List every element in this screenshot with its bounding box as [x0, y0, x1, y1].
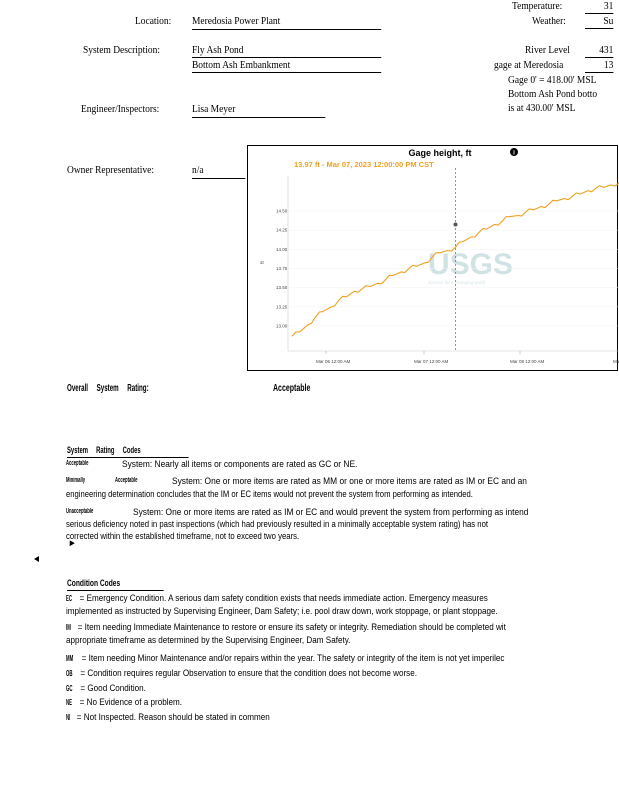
- watermark-subtext: science for a changing world: [428, 280, 486, 285]
- condition-code: NI: [66, 713, 71, 722]
- condition-code: MM: [66, 654, 74, 663]
- weather-value: Su: [585, 15, 613, 29]
- minimally-tag: Minimally: [66, 477, 86, 484]
- svg-text:i: i: [513, 150, 515, 157]
- condition-code-text: = No Evidence of a problem.: [79, 697, 183, 707]
- y-tick-label: 13.75: [276, 266, 288, 271]
- condition-code-text: = Item needing Minor Maintenance and/or repairs within the year. The safety or integrity of the item is not yet imperilec: [81, 653, 505, 663]
- owner-representative-label: Owner Representative:: [67, 164, 154, 176]
- minimally-tag2: Acceptable: [115, 477, 138, 484]
- condition-code-row-ob: [66, 668, 417, 678]
- condition-code-row-ec: [66, 593, 488, 603]
- chart-tooltip: 13.97 ft - Mar 07, 2023 12:00:00 PM CST: [294, 160, 434, 169]
- y-tick-label: 14.50: [276, 208, 288, 214]
- hover-marker-point[interactable]: [454, 223, 458, 227]
- condition-code-text: = Good Condition.: [80, 683, 146, 693]
- engineer-value: Lisa Meyer: [192, 103, 325, 118]
- y-tick-label: 13.00: [276, 323, 288, 329]
- y-tick-label: 13.50: [276, 285, 288, 291]
- river-level-value: 431: [585, 44, 613, 58]
- gage-note-line3: is at 430.00' MSL: [508, 102, 576, 114]
- system-description-line2: Bottom Ash Embankment: [192, 59, 381, 73]
- condition-code: NE: [66, 698, 73, 707]
- system-description-label: System Description:: [83, 44, 160, 56]
- gage-value: 13: [585, 59, 613, 73]
- engineer-label: Engineer/Inspectors:: [81, 103, 160, 115]
- temperature-value: 31: [585, 0, 613, 14]
- x-tick-label: Mar 06 12:00 AM: [316, 359, 351, 364]
- chart-title: Gage height, ft: [408, 148, 472, 158]
- condition-code: IM: [66, 623, 71, 632]
- condition-code-row-ni: [66, 712, 270, 722]
- overall-rating-label: Overall System Rating:: [67, 383, 149, 394]
- left-arrow-icon: [34, 556, 39, 562]
- condition-code-row-im: [66, 622, 506, 632]
- condition-code-row-ne: [66, 697, 182, 707]
- usgs-watermark: [428, 248, 513, 285]
- gage-note-line1: Gage 0' = 418.00' MSL: [508, 74, 597, 86]
- watermark-text: USGS: [428, 248, 514, 281]
- y-tick-label: 14.00: [276, 246, 288, 252]
- weather-label: Weather:: [532, 15, 566, 27]
- minimally-text-1: System: One or more items are rated as MM or one or more items are rated as IM or EC and an: [172, 476, 527, 486]
- condition-code-text: = Emergency Condition. A serious dam safety condition exists that needs immediate action. Emergency measures: [79, 593, 488, 603]
- unacceptable-tag: Unacceptable: [66, 508, 94, 515]
- condition-code: OB: [66, 669, 73, 678]
- x-tick-label: Mar 08 12:00 AM: [510, 359, 545, 364]
- gage-label: gage at Meredosia: [494, 59, 564, 71]
- y-tick-label: 13.25: [276, 304, 288, 310]
- condition-code-row-im: appropriate timeframe as determined by the Supervising Engineer, Dam Safety.: [66, 635, 351, 645]
- system-description-line1: Fly Ash Pond: [192, 44, 381, 58]
- location-value: Meredosia Power Plant: [192, 15, 381, 30]
- rating-codes-heading: System Rating Codes: [67, 445, 189, 458]
- x-tick-label: Mar 07 12:00 AM: [414, 359, 449, 364]
- unacceptable-text-3: corrected within the established timeframe, not to exceed two years.: [66, 531, 300, 541]
- minimally-text-2: engineering determination concludes that the IM or EC items would not prevent the system from performing as intended.: [66, 489, 473, 499]
- condition-codes-heading: Condition Codes: [67, 578, 164, 591]
- location-label: Location:: [135, 15, 172, 27]
- condition-code-row-mm: [66, 653, 504, 663]
- condition-code-text: = Not Inspected. Reason should be stated in commen: [76, 712, 270, 722]
- unacceptable-text-1: System: One or more items are rated as IM or EC and would prevent the system from performing as intend: [133, 507, 529, 517]
- condition-code: EC: [66, 594, 73, 603]
- condition-code-text: = Item needing Immediate Maintenance to restore or ensure its safety or integrity. Remediation should be completed wit: [77, 622, 506, 632]
- gage-note-line2: Bottom Ash Pond botto: [508, 88, 598, 100]
- owner-representative-value: n/a: [192, 164, 245, 179]
- unacceptable-text-2: serious deficiency noted in past inspections (which had previously resulted in a minimally acceptable system rating) has not: [66, 519, 489, 529]
- overall-rating-value: Acceptable: [273, 383, 311, 394]
- condition-code-row-ec: implemented as instructed by Supervising Engineer, Dam Safety; i.e. pool draw down, work stoppage, or plant stoppage.: [66, 606, 498, 616]
- chart-svg: [248, 146, 619, 372]
- y-tick-label: 14.25: [276, 227, 288, 233]
- condition-code-text: = Condition requires regular Observation to ensure that the condition does not become worse.: [80, 668, 417, 678]
- acceptable-text: System: Nearly all items or components are rated as GC or NE.: [122, 459, 358, 469]
- temperature-label: Temperature:: [512, 0, 563, 12]
- acceptable-tag: Acceptable: [66, 460, 89, 467]
- x-tick-label: Ma: [613, 359, 619, 364]
- gage-height-chart: [247, 145, 618, 371]
- river-level-label: River Level: [525, 44, 570, 56]
- info-icon[interactable]: [510, 148, 518, 157]
- y-axis-label: ft: [260, 261, 266, 264]
- condition-code-row-gc: [66, 683, 146, 693]
- condition-code: GC: [66, 684, 73, 693]
